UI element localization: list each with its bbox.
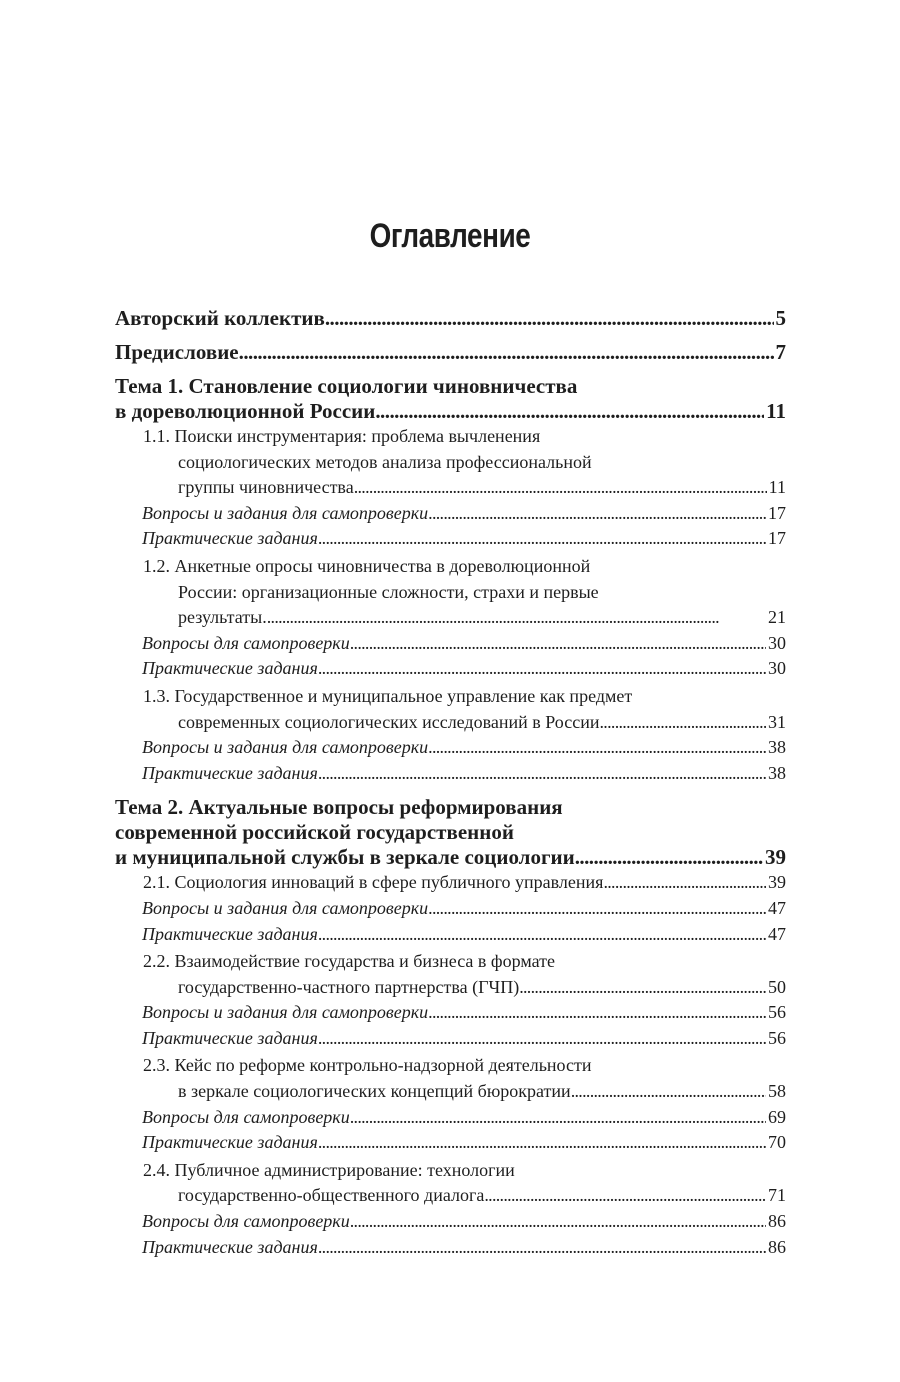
dot-leader [350, 1209, 766, 1235]
toc-entry-title: Авторский коллектив [115, 306, 325, 330]
toc-entry-title: современных социологических исследований в России [178, 711, 600, 732]
toc-page-number: 47 [768, 923, 786, 944]
toc-entry-title: 2.1. Социология инноваций в сфере публичного управления [143, 872, 604, 893]
toc-entry-title: Практические задания [142, 923, 318, 944]
dot-leader [571, 1079, 766, 1105]
toc-entry-questions[interactable] [142, 631, 786, 657]
toc-entry-practice[interactable] [142, 922, 786, 948]
toc-entry-title: Вопросы и задания для самопроверки [142, 502, 429, 523]
dot-leader [603, 870, 766, 896]
toc-entry-authors[interactable] [115, 306, 786, 331]
toc-entry-title: Вопросы и задания для самопроверки [142, 737, 429, 758]
toc-entry-title: группы чиновничества [178, 477, 354, 498]
toc-entry-title: Практические задания [142, 762, 318, 783]
toc-entry-practice[interactable] [142, 1235, 786, 1261]
toc-entry-title: государственно-частного партнерства (ГЧП) [178, 976, 520, 997]
toc-entry-section-1-3[interactable] [143, 684, 786, 735]
toc-entry-practice[interactable] [142, 761, 786, 787]
toc-entry-title-line: 2.4. Публичное администрирование: технологии [143, 1159, 515, 1180]
toc-entry-questions[interactable] [142, 501, 786, 527]
toc-entry-title-line: Тема 1. Становление социологии чиновничества [115, 374, 578, 398]
dot-leader [484, 1183, 766, 1209]
dot-leader [600, 710, 767, 736]
toc-entry-title-line: России: организационные сложности, страхи и первые [178, 581, 599, 602]
dot-leader [575, 845, 763, 870]
dot-leader [428, 735, 766, 761]
toc-entry-practice[interactable] [142, 1130, 786, 1156]
toc-entry-title-line: современной российской государственной [115, 820, 514, 845]
table-of-contents [0, 306, 900, 1260]
toc-page-number: 30 [768, 658, 786, 679]
toc-page-number: 30 [768, 632, 786, 653]
toc-entry-title: Практические задания [142, 1132, 318, 1153]
dot-leader [318, 761, 766, 787]
toc-entry-title: Вопросы и задания для самопроверки [142, 1002, 429, 1023]
toc-page-number: 11 [766, 399, 786, 423]
toc-page-number: 7 [775, 340, 786, 364]
toc-entry-title: в зеркале социологических концепций бюрократии [178, 1081, 571, 1102]
toc-entry-title: результаты. [178, 607, 267, 628]
toc-page-number: 50 [768, 976, 786, 997]
toc-entry-practice[interactable] [142, 1026, 786, 1052]
dot-leader [354, 475, 767, 501]
dot-leader [318, 1026, 766, 1052]
toc-entry-title-line: 1.3. Государственное и муниципальное управление как предмет [143, 685, 633, 706]
toc-entry-title: Практические задания [142, 1236, 318, 1257]
toc-entry-title: Вопросы для самопроверки [142, 632, 350, 653]
toc-page-number: 86 [768, 1236, 786, 1257]
toc-entry-section-1-2[interactable] [143, 554, 786, 631]
dot-leader [325, 306, 774, 331]
toc-page-number: 69 [768, 1106, 786, 1127]
dot-leader [428, 896, 766, 922]
toc-entry-title: и муниципальной службы в зеркале социологии [115, 845, 575, 870]
toc-page-number: 17 [768, 502, 786, 523]
toc-page-number: 21 [768, 607, 786, 628]
dot-leader [428, 1000, 766, 1026]
toc-entry-section-2-2[interactable] [143, 949, 786, 1000]
toc-entry-title-line: 1.1. Поиски инструментария: проблема вычленения [143, 426, 541, 446]
toc-entry-title: в дореволюционной России [115, 399, 376, 423]
toc-entry-title: Вопросы для самопроверки [142, 1211, 350, 1232]
dot-leader [318, 1130, 766, 1156]
toc-entry-questions[interactable] [142, 1105, 786, 1131]
toc-entry-title: Предисловие [115, 340, 239, 364]
toc-entry-title: Практические задания [142, 528, 318, 549]
toc-page-number: 38 [768, 737, 786, 758]
toc-entry-section-1-1[interactable] [143, 424, 786, 501]
toc-page-number: 56 [768, 1027, 786, 1048]
dot-leader [350, 1105, 766, 1131]
toc-entry-title: государственно-общественного диалога [178, 1185, 485, 1206]
toc-page-number: 86 [768, 1211, 786, 1232]
dot-leader [318, 656, 766, 682]
dot-leader [350, 631, 766, 657]
dot-leader [239, 340, 774, 365]
toc-page-number: 71 [768, 1185, 786, 1206]
toc-entry-title: Вопросы и задания для самопроверки [142, 897, 429, 918]
toc-entry-title-line: 1.2. Анкетные опросы чиновничества в дореволюционной [143, 555, 591, 576]
toc-entry-questions[interactable] [142, 1000, 786, 1026]
toc-entry-title: Практические задания [142, 1027, 318, 1048]
toc-entry-section-2-1[interactable] [143, 870, 786, 896]
toc-entry-title-line: Тема 2. Актуальные вопросы реформирования [115, 795, 563, 820]
toc-page-number: 58 [768, 1081, 786, 1102]
page-title: Оглавление [369, 217, 531, 255]
toc-entry-questions[interactable] [142, 896, 786, 922]
dot-leader [519, 975, 766, 1001]
toc-entry-title: Практические задания [142, 658, 318, 679]
toc-page-number: 56 [768, 1002, 786, 1023]
toc-entry-title-line: 2.3. Кейс по реформе контрольно-надзорной деятельности [143, 1055, 592, 1076]
dot-leader [318, 1235, 766, 1261]
toc-entry-section-2-4[interactable] [143, 1158, 786, 1209]
toc-entry-title-line: социологических методов анализа профессиональной [178, 451, 592, 472]
dot-leader [318, 526, 766, 552]
toc-page-number: 47 [768, 897, 786, 918]
toc-entry-practice[interactable] [142, 656, 786, 682]
toc-entry-topic-2[interactable] [115, 795, 786, 870]
dot-leader [428, 501, 766, 527]
toc-page-number: 17 [768, 528, 786, 549]
toc-page-number: 39 [765, 845, 786, 870]
toc-page-number: 70 [768, 1132, 786, 1153]
toc-entry-preface[interactable] [115, 340, 786, 365]
toc-entry-questions[interactable] [142, 735, 786, 761]
toc-page-number: 38 [768, 762, 786, 783]
toc-entry-questions[interactable] [142, 1209, 786, 1235]
toc-page-number: 11 [768, 477, 786, 498]
toc-page-number: 39 [768, 872, 786, 893]
toc-entry-title: Вопросы для самопроверки [142, 1106, 350, 1127]
toc-page-number: 5 [775, 306, 786, 330]
toc-entry-topic-1[interactable] [115, 374, 786, 424]
dot-leader [267, 605, 766, 631]
dot-leader [375, 399, 764, 424]
dot-leader [318, 922, 766, 948]
toc-entry-section-2-3[interactable] [143, 1053, 786, 1104]
toc-page-number: 31 [768, 711, 786, 732]
toc-entry-practice[interactable] [142, 526, 786, 552]
toc-entry-title-line: 2.2. Взаимодействие государства и бизнеса в формате [143, 951, 555, 972]
